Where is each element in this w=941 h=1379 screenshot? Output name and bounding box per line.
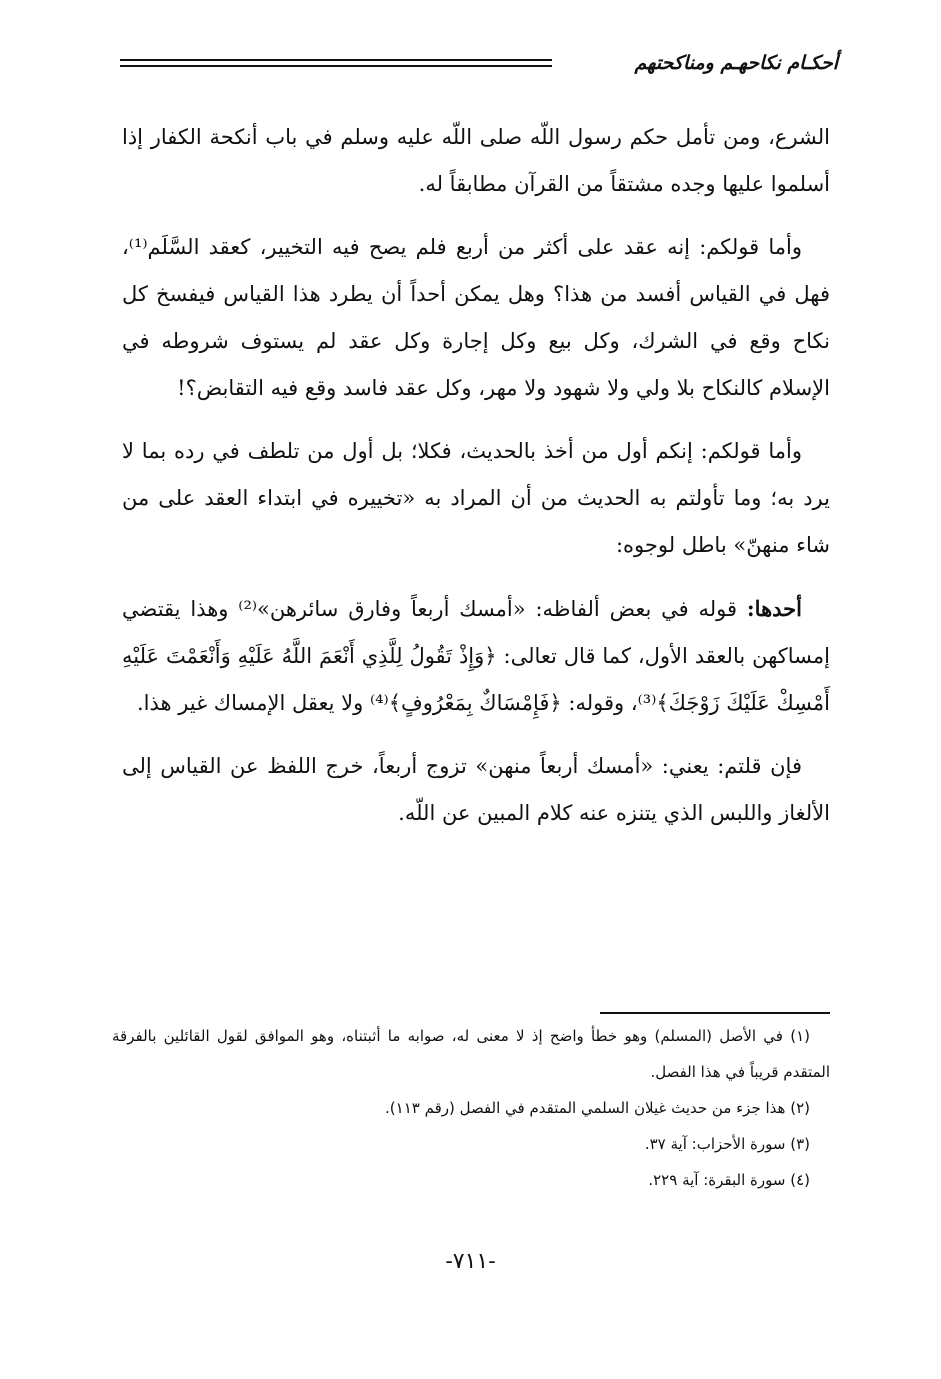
footnote-3: (٣) سورة الأحزاب: آية ٣٧. [644, 1135, 810, 1153]
footnote-1: (١) في الأصل (المسلم) وهو خطأ واضح إذ لا معنى له، صوابه ما أثبتناه، وهو الموافق لقول القائلين بالفرقة المتقدم قريباً في هذا الفصل. [112, 1027, 830, 1081]
main-text [122, 114, 830, 853]
paragraph-5: فإن قلتم: يعني: «أمسك أربعاً منهن» تزوج أربعاً، خرج اللفظ عن القياس إلى الألغاز واللبس الذي يتنزه عنه كلام المبين عن اللّه. [122, 754, 830, 825]
footnote-4: (٤) سورة البقرة: آية ٢٢٩. [648, 1171, 810, 1189]
paragraph-1: الشرع، ومن تأمل حكم رسول اللّه صلى اللّه عليه وسلم في باب أنكحة الكفار إذا أسلموا عليها وجده مشتقاً من القرآن مطابقاً له. [122, 125, 830, 196]
paragraph-3: وأما قولكم: إنكم أول من أخذ بالحديث، فكلا؛ بل أول من تلطف في رده بما لا يرد به؛ وما تأولتم به الحديث من أن المراد به «تخييره في ابتداء العقد على من شاء منهنّ» باطل لوجوه: [122, 439, 830, 557]
page-number: -٧١١- [445, 1249, 496, 1274]
header-rule-bottom [120, 65, 552, 67]
footnote-separator [600, 1012, 830, 1014]
paragraph-4 [122, 585, 830, 727]
header-title: أحكـام نكاحهـم ومناكحتهم [634, 52, 838, 74]
header-rule-top [120, 59, 552, 61]
footnote-2: (٢) هذا جزء من حديث غيلان السلمي المتقدم في الفصل (رقم ١١٣). [385, 1099, 810, 1117]
footnotes [112, 1018, 830, 1198]
paragraph-2: وأما قولكم: إنه عقد على أكثر من أربع فلم يصح فيه التخيير، كعقد السَّلَم⁽¹⁾، فهل في القياس أفسد من هذا؟ وهل يمكن أحداً أن يطرد هذا القياس فيفسخ كل نكاح وقع في الشرك، وكل بيع وكل إجارة وكل عقد لم يستوف شروطه في الإسلام كالنكاح بلا ولي ولا شهود ولا مهر، وكل عقد فاسد وقع فيه التقابض؟! [122, 235, 830, 400]
paragraph-4-text: قوله في بعض ألفاظه: «أمسك أربعاً وفارق سائرهن»⁽²⁾ وهذا يقتضي إمساكهن بالعقد الأول، كما قال تعالى: ﴿وَإِذْ تَقُولُ لِلَّذِي أَنْعَمَ اللَّهُ عَلَيْهِ وَأَنْعَمْتَ عَلَيْهِ أَمْسِكْ عَلَيْكَ زَوْجَكَ﴾⁽³⁾، وقوله: ﴿فَإِمْسَاكٌ بِمَعْرُوفٍ﴾⁽⁴⁾ ولا يعقل الإمساك غير هذا. [122, 597, 830, 715]
running-header [120, 48, 838, 80]
paragraph-4-lead: أحدها: [746, 596, 802, 621]
